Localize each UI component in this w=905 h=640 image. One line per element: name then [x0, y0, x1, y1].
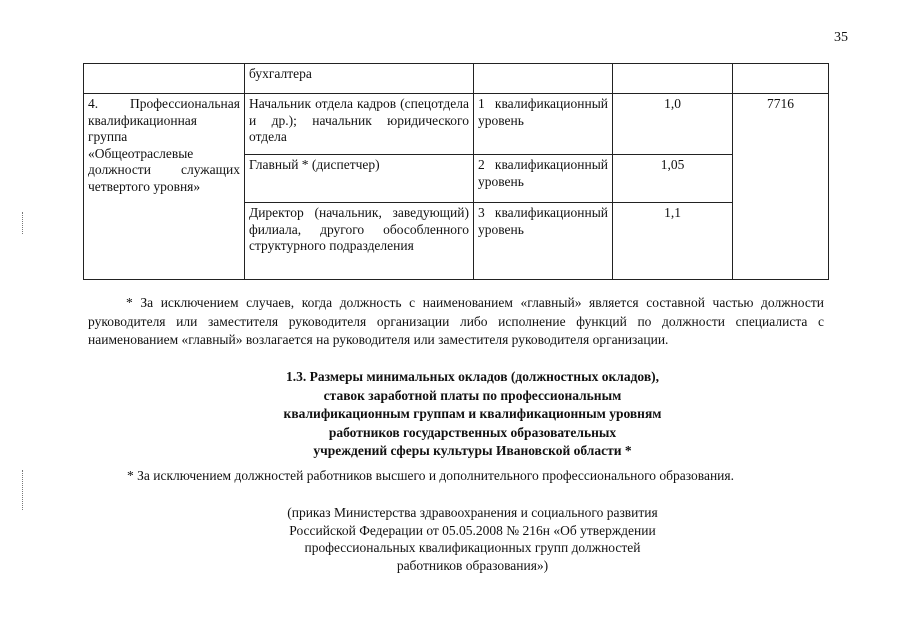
position-cell: Главный * (диспетчер) [245, 155, 474, 203]
group-line: должности служащих [88, 162, 240, 177]
salary-table [83, 63, 829, 280]
heading-line: работников государственных образовательных [328, 424, 617, 440]
coefficient-cell: 1,1 [613, 203, 733, 280]
heading-line: ставок заработной платы по профессиональным [323, 387, 622, 403]
position-cell: Начальник отдела кадров (спецотдела и др.); начальник юридического отдела [245, 94, 474, 155]
table-cell [474, 64, 613, 94]
footnote-section: * За исключением должностей работников высшего и дополнительного профессионального образования. [127, 468, 734, 483]
source-reference [220, 504, 725, 574]
heading-line: учреждений сферы культуры Ивановской области * [313, 443, 632, 458]
group-line: четвертого уровня» [88, 178, 201, 194]
table-row [84, 94, 829, 155]
group-line: группа [88, 129, 128, 144]
source-line: Российской Федерации от 05.05.2008 № 216н «Об утверждении [289, 522, 656, 538]
page-number: 35 [834, 30, 848, 45]
level-cell: 1 квалификационный уровень [474, 94, 613, 155]
source-line: (приказ Министерства здравоохранения и социального развития [287, 505, 658, 520]
level-cell: 3 квалификационный уровень [474, 203, 613, 280]
group-line: «Общеотраслевые [88, 145, 194, 161]
level-cell: 2 квалификационный уровень [474, 155, 613, 203]
source-line: профессиональных квалификационных групп должностей [304, 540, 641, 555]
table-cell [613, 64, 733, 94]
coefficient-cell: 1,05 [613, 155, 733, 203]
table-row [84, 64, 829, 94]
margin-scan-mark [22, 212, 24, 234]
group-cell [84, 94, 245, 280]
salary-cell: 7716 [733, 94, 829, 280]
table-cell [733, 64, 829, 94]
section-heading [200, 368, 745, 461]
footnote-main: * За исключением случаев, когда должность с наименованием «главный» является составной частью должности руководителя или заместителя руководителя организации либо исполнение функций по должности специалиста с наименованием «главный» возлагается на руководителя или заместителя руководителя организации. [88, 295, 824, 347]
position-cell: бухгалтера [245, 64, 474, 94]
group-line: квалификационная [88, 112, 197, 128]
position-cell: Директор (начальник, заведующий) филиала, другого обособленного структурного подразделения [245, 203, 474, 280]
coefficient-cell: 1,0 [613, 94, 733, 155]
group-number: 4. [88, 96, 99, 111]
group-line: Профессиональная [130, 96, 240, 111]
table-cell [84, 64, 245, 94]
heading-line: 1.3. Размеры минимальных окладов (должностных окладов), [286, 369, 659, 384]
heading-line: квалификационным группам и квалификационным уровням [283, 406, 662, 421]
source-line: работников образования») [396, 557, 549, 573]
margin-scan-mark [22, 470, 24, 510]
